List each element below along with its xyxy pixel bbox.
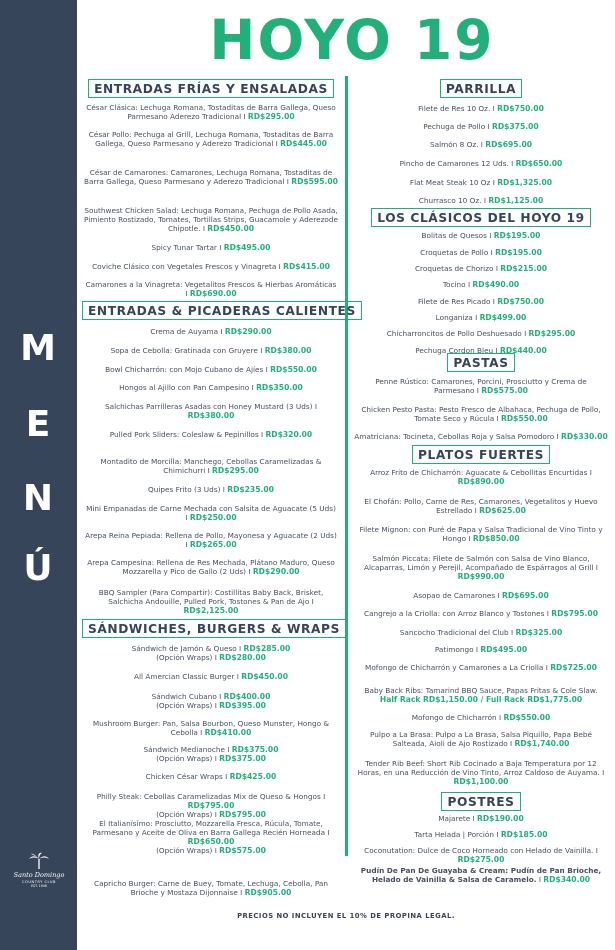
menu-item-price: RD$795.00	[187, 801, 235, 810]
price-separator: I	[185, 513, 190, 522]
menu-item-price: RD$290.00	[224, 327, 272, 336]
section-title: PLATOS FUERTES	[412, 445, 550, 464]
menu-item-description: Cangrejo a la Criolla: con Arroz Blanco y Tostones	[363, 609, 545, 618]
menu-item	[82, 168, 340, 186]
menu-item-description: Salmón Piccata: Filete de Salmón con Salsa de Vino Blanco, Alcaparras, Limón y Perejil, Acompañado de Espárragos al Grill	[364, 554, 594, 572]
menu-item-option-price: RD$395.00	[219, 701, 266, 710]
left-section-2-header	[82, 618, 340, 638]
price-separator: I	[490, 104, 498, 113]
menu-item	[82, 588, 340, 615]
price-separator: I	[488, 248, 496, 257]
menu-item-price: RD$795.00	[551, 609, 599, 618]
menu-item-option: (Opción Wraps)	[156, 846, 213, 855]
menu-item-description: Capricho Burger: Carne de Buey, Tomate, Lechuga, Cebolla, Pan Brioche y Mostaza Dijonnaise	[93, 879, 328, 897]
menu-item-price: RD$1,740.00	[514, 739, 570, 748]
price-separator: I	[224, 745, 232, 754]
menu-item	[82, 692, 340, 710]
price-separator: I	[494, 830, 501, 839]
menu-item	[352, 264, 610, 273]
menu-item-price: RD$905.00	[244, 888, 292, 897]
menu-item-description: Arepa Campesina: Rellena de Res Mechada, Plátano Maduro, Queso Mozzarella y Pico de Gallo (2 Uds)	[87, 558, 335, 576]
menu-item-description: Croquetas de Chorizo	[414, 264, 494, 273]
menu-item	[352, 159, 610, 168]
menu-item	[352, 609, 610, 618]
menu-item	[82, 792, 340, 819]
price-separator: I	[490, 178, 498, 187]
menu-item	[352, 405, 610, 423]
menu-item-description: Pudín De Pan De Guayaba & Cream: Pudín de Pan Brioche, Helado de Vainilla & Salsa de Caramelo.	[360, 866, 602, 884]
menu-item	[352, 196, 610, 205]
menu-item-description: Mushroom Burger: Pan, Salsa Bourbon, Queso Munster, Hongo & Cebolla	[92, 719, 330, 737]
price-separator: I	[481, 196, 489, 205]
menu-item	[352, 525, 610, 543]
menu-item	[82, 430, 340, 439]
menu-item	[352, 713, 610, 722]
menu-item	[82, 327, 340, 336]
menu-item-description: Flat Meat Steak 10 Oz	[409, 178, 491, 187]
menu-item-description: Asopao de Camarones	[413, 591, 496, 600]
menu-item	[82, 485, 340, 494]
price-separator: I	[494, 414, 502, 423]
price-separator: I	[216, 243, 224, 252]
menu-item-description: Camarones a la Vinagreta: Vegetalitos Frescos & Hierbas Aromáticas	[85, 280, 337, 289]
menu-item-price: RD$330.00	[561, 432, 608, 441]
menu-item-description: Coviche Clásico con Vegetales Frescos y Vinagreta	[92, 262, 277, 271]
menu-item-price: RD$725.00	[550, 663, 597, 672]
menu-item	[82, 558, 340, 576]
price-separator: I	[273, 139, 281, 148]
menu-item	[352, 759, 610, 786]
price-separator: I	[312, 402, 317, 411]
section-title: LOS CLÁSICOS DEL HOYO 19	[371, 208, 590, 227]
menu-item	[352, 628, 610, 637]
menu-item-description: Chicken César Wraps	[145, 772, 223, 781]
menu-item-price: RD$850.00	[472, 534, 520, 543]
menu-item-option: Half Rack RD$1,150.00 / Full Rack RD$1,775.00	[379, 695, 583, 704]
price-separator: I	[218, 327, 225, 336]
menu-item-description: Tarta Helada | Porción	[414, 830, 495, 839]
price-separator: I	[185, 540, 190, 549]
price-separator: I	[284, 177, 292, 186]
menu-item	[82, 719, 340, 737]
price-separator: I	[249, 383, 257, 392]
menu-item-price: RD$340.00	[543, 875, 591, 884]
price-separator: I	[212, 810, 220, 819]
menu-item-description: El Italianísimo: Prosciutto, Mozzarella Fresca, Rúcula, Tomate, Parmesano y Aceite de Oliva en Barra Gallega Recién Horneada	[92, 819, 326, 837]
price-separator: I	[593, 846, 598, 855]
price-separator: I	[478, 140, 486, 149]
right-section-4-header	[352, 791, 610, 811]
menu-item-price: RD$2,125.00	[183, 606, 239, 615]
menu-item-description: Bowl Chicharrón: con Mojo Cubano de Ajíes	[105, 365, 264, 374]
menu-item-price: RD$445.00	[280, 139, 327, 148]
menu-item-description: Longaniza	[435, 313, 473, 322]
price-separator: I	[185, 289, 190, 298]
menu-item-option-price: RD$280.00	[219, 653, 266, 662]
section-title: ENTRADAS FRÍAS Y ENSALADAS	[88, 79, 334, 98]
menu-item-option: (Opción Wraps)	[156, 754, 213, 763]
menu-item-price: RD$450.00	[207, 224, 255, 233]
price-separator: I	[493, 264, 501, 273]
menu-item	[352, 122, 610, 131]
menu-item	[82, 103, 340, 121]
menu-item	[82, 383, 340, 392]
price-separator: I	[246, 567, 253, 576]
menu-item	[82, 745, 340, 763]
section-title: PASTAS	[447, 353, 514, 372]
right-section-2-header	[352, 352, 610, 372]
menu-item-price: RD$265.00	[189, 540, 237, 549]
menu-item-price: RD$890.00	[457, 477, 505, 486]
menu-item	[82, 531, 340, 549]
menu-item	[352, 140, 610, 149]
club-logo	[12, 852, 66, 888]
price-separator: I	[521, 329, 529, 338]
menu-item-price: RD$195.00	[493, 231, 541, 240]
menu-item	[352, 377, 610, 395]
menu-item-price: RD$575.00	[481, 386, 528, 395]
price-separator: I	[257, 346, 265, 355]
menu-item-description: Spicy Tunar Tartar	[151, 243, 217, 252]
menu-item-price: RD$295.00	[212, 466, 259, 475]
price-separator: I	[220, 485, 228, 494]
menu-item	[82, 819, 340, 855]
menu-item-description: Tender Rib Beef: Short Rib Cocinado a Baja Temperatura por 12 Horas, en una Reducción de Vino Tinto, Arroz Caldoso de Auyama.	[357, 759, 600, 777]
menu-item-price: RD$350.00	[256, 383, 303, 392]
menu-item-description: Montadito de Morcilla: Manchego, Cebollas Caramelizadas & Chimichurri	[100, 457, 322, 475]
menu-item-price: RD$375.00	[231, 745, 279, 754]
menu-letter-e: E	[25, 404, 52, 445]
menu-item	[82, 346, 340, 355]
footer-note: PRECIOS NO INCLUYEN EL 10% DE PROPINA LEGAL.	[237, 912, 455, 920]
menu-item-description: Coconutation: Dulce de Coco Horneado con Helado de Vainilla.	[364, 846, 594, 855]
menu-item-price: RD$695.00	[485, 140, 533, 149]
price-separator: I	[536, 875, 544, 884]
menu-item	[352, 554, 610, 581]
menu-item-description: Salmón 8 Oz.	[429, 140, 479, 149]
menu-item	[82, 280, 340, 298]
menu-item-description: Pechuga Cordon Bleu	[415, 346, 494, 355]
menu-item-description: Patimongo	[434, 645, 474, 654]
menu-item-option: (Opción Wraps)	[156, 701, 213, 710]
menu-item	[82, 504, 340, 522]
price-separator: I	[472, 506, 480, 515]
left-section-0-header	[82, 78, 340, 98]
menu-item	[352, 329, 610, 338]
price-separator: I	[493, 346, 500, 355]
menu-item	[352, 231, 610, 240]
menu-item-price: RD$495.00	[223, 243, 271, 252]
menu-item-price: RD$550.00	[270, 365, 317, 374]
price-separator: I	[485, 122, 492, 131]
price-separator: I	[486, 231, 494, 240]
right-section-3-header	[352, 444, 610, 464]
menu-item	[352, 280, 610, 289]
menu-item-price: RD$275.00	[457, 855, 505, 864]
price-separator: I	[212, 754, 220, 763]
menu-letter-n: N	[22, 478, 55, 519]
menu-item-price: RD$195.00	[495, 248, 542, 257]
price-separator: I	[544, 609, 552, 618]
menu-item-description: Bolitas de Quesos	[421, 231, 487, 240]
price-separator: I	[222, 772, 230, 781]
menu-letter-u: Ú	[23, 548, 54, 589]
price-separator: I	[507, 739, 515, 748]
menu-item	[352, 730, 610, 748]
price-separator: I	[216, 692, 224, 701]
menu-item-description: César de Camarones: Camarones, Lechuga Romana, Tostaditas de Barra Gallega, Queso Parmesano y Aderezo Tradicional	[84, 168, 333, 186]
price-separator: I	[263, 365, 271, 374]
menu-item	[352, 432, 610, 441]
menu-item-description: Hongos al Ajillo con Pan Campesino	[119, 383, 250, 392]
price-separator: I	[309, 597, 314, 606]
price-separator: I	[554, 432, 561, 441]
menu-item-price: RD$290.00	[252, 567, 300, 576]
menu-item-description: Pechuga de Pollo	[423, 122, 486, 131]
sidebar	[0, 0, 77, 950]
price-separator: I	[320, 792, 326, 801]
menu-item-description: Pincho de Camarones 12 Uds.	[399, 159, 509, 168]
menu-item	[82, 243, 340, 252]
menu-item-option: (Opción Wraps)	[156, 653, 213, 662]
menu-item-description: Amatriciana: Tocineta, Cebollas Roja y Salsa Pomodoro	[354, 432, 555, 441]
menu-item-price: RD$495.00	[480, 645, 528, 654]
menu-item-price: RD$650.00	[187, 837, 235, 846]
menu-item	[82, 772, 340, 781]
price-separator: I	[325, 828, 330, 837]
price-separator: I	[212, 846, 220, 855]
menu-item	[352, 248, 610, 257]
price-separator: I	[465, 280, 473, 289]
menu-item-price: RD$625.00	[479, 506, 526, 515]
menu-item-description: Majarete	[438, 814, 471, 823]
menu-item	[82, 402, 340, 420]
price-separator: I	[466, 534, 473, 543]
menu-item-price: RD$690.00	[189, 289, 237, 298]
price-separator: I	[212, 653, 220, 662]
menu-item-description: Quipes Frito (3 Uds)	[148, 485, 221, 494]
menu-item	[82, 457, 340, 475]
menu-item	[352, 645, 610, 654]
menu-item-price: RD$1,125.00	[488, 196, 544, 205]
menu-item-price: RD$320.00	[265, 430, 313, 439]
price-separator: I	[470, 814, 477, 823]
logo-country-club: COUNTRY CLUB	[22, 880, 56, 884]
price-separator: I	[200, 224, 208, 233]
left-section-1-header	[82, 300, 356, 320]
menu-item	[82, 644, 340, 662]
menu-item-price: RD$250.00	[189, 513, 237, 522]
menu-item-price: RD$375.00	[491, 122, 539, 131]
menu-item-description: Filete Mignon: con Puré de Papa y Salsa Tradicional de Vino Tinto y Hongo	[359, 525, 603, 543]
menu-item-price: RD$990.00	[457, 572, 505, 581]
menu-item-description: César Pollo: Pechuga al Grill, Lechuga Romana, Tostaditas de Barra Gallega, Queso Parmesano y Aderezo Tradicional	[88, 130, 334, 148]
menu-item-description: Chicken Pesto Pasta: Pesto Fresco de Albahaca, Pechuga de Pollo, Tomate Seco y Rúcula	[361, 405, 601, 423]
menu-item	[352, 663, 610, 672]
menu-item	[82, 672, 340, 681]
menu-item-description: Sándwich Cubano	[151, 692, 217, 701]
menu-item-price: RD$325.00	[515, 628, 563, 637]
menu-item	[352, 866, 610, 884]
menu-item-price: RD$550.00	[501, 414, 548, 423]
menu-item	[82, 262, 340, 271]
menu-item	[352, 468, 610, 486]
menu-item-description: El Chofán: Pollo, Carne de Res, Camarones, Vegetalitos y Huevo Estrellado	[364, 497, 598, 515]
price-separator: I	[473, 645, 481, 654]
menu-item-description: Crema de Auyama	[150, 327, 219, 336]
menu-item	[352, 313, 610, 322]
menu-item	[352, 178, 610, 187]
right-section-1-header	[352, 207, 610, 227]
menu-item-price: RD$415.00	[283, 262, 330, 271]
menu-item-price: RD$285.00	[243, 644, 291, 653]
menu-item-option-price: RD$795.00	[219, 810, 266, 819]
menu-item-option-price: RD$575.00	[219, 846, 266, 855]
menu-letter-m: M	[20, 328, 57, 369]
menu-item-description: Mofongo de Chicharrón y Camarones a La Criolla	[365, 663, 544, 672]
menu-item-description: Sopa de Cebolla: Gratinada con Gruyere	[110, 346, 258, 355]
menu-item-description: Churrasco 10 Oz.	[418, 196, 482, 205]
price-separator: I	[212, 701, 220, 710]
price-separator: I	[241, 112, 248, 121]
menu-item-description: Tocino	[442, 280, 466, 289]
menu-item-description: Mofongo de Chicharrón	[411, 713, 497, 722]
menu-item	[352, 686, 610, 704]
price-separator: I	[587, 468, 592, 477]
menu-item	[352, 814, 610, 823]
menu-item-price: RD$410.00	[204, 728, 252, 737]
price-separator: I	[543, 663, 551, 672]
menu-item-price: RD$400.00	[223, 692, 271, 701]
menu-item-price: RD$595.00	[291, 177, 338, 186]
menu-item-description: BBQ Sampler (Para Compartir): Costillitas Baby Back, Brisket, Salchicha Andouille, Pulled Pork, Tostones & Pan de Ajo	[98, 588, 324, 606]
menu-item-description: All Amercian Classic Burger	[134, 672, 235, 681]
menu-item-description: Filete de Res Picado	[417, 297, 491, 306]
menu-item-price: RD$650.00	[515, 159, 563, 168]
price-separator: I	[237, 888, 245, 897]
menu-item-price: RD$695.00	[502, 591, 549, 600]
menu-item-description: Chicharroncitos de Pollo Deshuesado	[386, 329, 522, 338]
menu-item	[352, 104, 610, 113]
section-title: PARRILLA	[440, 79, 522, 98]
menu-item-price: RD$490.00	[472, 280, 520, 289]
menu-item-price: RD$499.00	[479, 313, 527, 322]
price-separator: I	[276, 262, 284, 271]
menu-item-description: Croquetas de Pollo	[420, 248, 489, 257]
menu-item	[352, 830, 610, 839]
price-separator: I	[495, 591, 502, 600]
menu-item	[352, 497, 610, 515]
price-separator: I	[496, 713, 504, 722]
price-separator: I	[205, 466, 213, 475]
section-title: SÁNDWICHES, BURGERS & WRAPS	[82, 619, 346, 638]
menu-item-description: Pulled Pork Sliders: Coleslaw & Pepinillos	[109, 430, 259, 439]
menu-item-description: Penne Rústico: Camarones, Porcini, Prosciutto y Crema de Parmesano	[375, 377, 587, 395]
column-divider	[345, 76, 348, 856]
price-separator: I	[197, 728, 205, 737]
menu-item	[352, 846, 610, 864]
menu-item	[82, 365, 340, 374]
menu-item-price: RD$550.00	[503, 713, 551, 722]
menu-item-price: RD$440.00	[499, 346, 547, 355]
menu-item-price: RD$295.00	[528, 329, 576, 338]
menu-item-description: Pulpo a La Brasa: Pulpo a La Brasa, Salsa Piquillo, Papa Bebé Salteada, Aioli de Ajo Rostizado	[370, 730, 592, 748]
price-separator: I	[236, 644, 244, 653]
menu-item-description: Salchichas Parrilleras Asadas con Honey Mustard (3 Uds)	[104, 402, 313, 411]
menu-item	[82, 130, 340, 148]
menu-item-price: RD$450.00	[241, 672, 288, 681]
menu-item-description: Filete de Res 10 Oz.	[418, 104, 491, 113]
right-section-0-header	[352, 78, 610, 98]
menu-item	[82, 206, 340, 233]
menu-item-description: César Clásica: Lechuga Romana, Tostaditas de Barra Gallega, Queso Parmesano Aderezo Tradicional	[86, 103, 336, 121]
logo-est: EST. 1946	[31, 884, 47, 888]
menu-item-price: RD$380.00	[187, 411, 235, 420]
menu-item-price: RD$750.00	[497, 104, 544, 113]
menu-item	[352, 591, 610, 600]
price-separator: I	[599, 768, 605, 777]
price-separator: I	[508, 628, 516, 637]
menu-item-price: RD$295.00	[247, 112, 295, 121]
price-separator: I	[234, 672, 242, 681]
price-separator: I	[258, 430, 266, 439]
price-separator: I	[508, 159, 516, 168]
menu-item-price: RD$190.00	[477, 814, 524, 823]
menu-item-price: RD$750.00	[497, 297, 545, 306]
price-separator: I	[474, 386, 482, 395]
menu-item	[352, 297, 610, 306]
menu-item-price: RD$1,325.00	[497, 178, 553, 187]
menu-item-price: RD$215.00	[500, 264, 548, 273]
menu-item	[82, 879, 340, 897]
menu-item-price: RD$235.00	[227, 485, 274, 494]
menu-item-price: RD$380.00	[264, 346, 312, 355]
price-separator: I	[490, 297, 498, 306]
page-title: HOYO 19	[209, 8, 495, 72]
menu-item-description: Arroz Frito de Chicharrón: Aguacate & Cebollitas Encurtidas	[370, 468, 588, 477]
menu-item-description: Arepa Reina Pepiada: Rellena de Pollo, Mayonesa y Aguacate (2 Uds)	[85, 531, 337, 540]
section-title: ENTRADAS & PICADERAS CALIENTES	[82, 301, 362, 320]
palm-tree-icon	[28, 852, 50, 870]
menu-item-price: RD$185.00	[500, 830, 548, 839]
menu-item-option-price: RD$375.00	[219, 754, 266, 763]
menu-item-option: (Opción Wraps)	[156, 810, 213, 819]
price-separator: I	[593, 563, 598, 572]
menu-item-description: Sándwich Medianoche	[143, 745, 225, 754]
menu-item-price: RD$1,100.00	[453, 777, 509, 786]
menu-item-description: Southwest Chicken Salad: Lechuga Romana, Pechuga de Pollo Asada, Pimiento Rostizado, Tomates, Tortillas Strips, Guacamole y Aderezode Chipotle.	[84, 206, 338, 233]
price-separator: I	[472, 313, 480, 322]
menu-item-description: Mini Empanadas de Carne Mechada con Salsita de Aguacate (5 Uds)	[86, 504, 336, 513]
menu-item-price: RD$425.00	[229, 772, 277, 781]
menu-item-description: Sándwich de Jamón & Queso	[131, 644, 237, 653]
menu-item-description: Philly Steak: Cebollas Caramelizadas Mix de Queso & Hongos	[96, 792, 321, 801]
menu-item-description: Sancocho Tradicional del Club	[399, 628, 509, 637]
menu-item-description: Baby Back Ribs: Tamarind BBQ Sauce, Papas Fritas & Cole Slaw.	[364, 686, 598, 695]
section-title: POSTRES	[441, 792, 520, 811]
logo-script: Santo Domingo	[13, 871, 65, 879]
